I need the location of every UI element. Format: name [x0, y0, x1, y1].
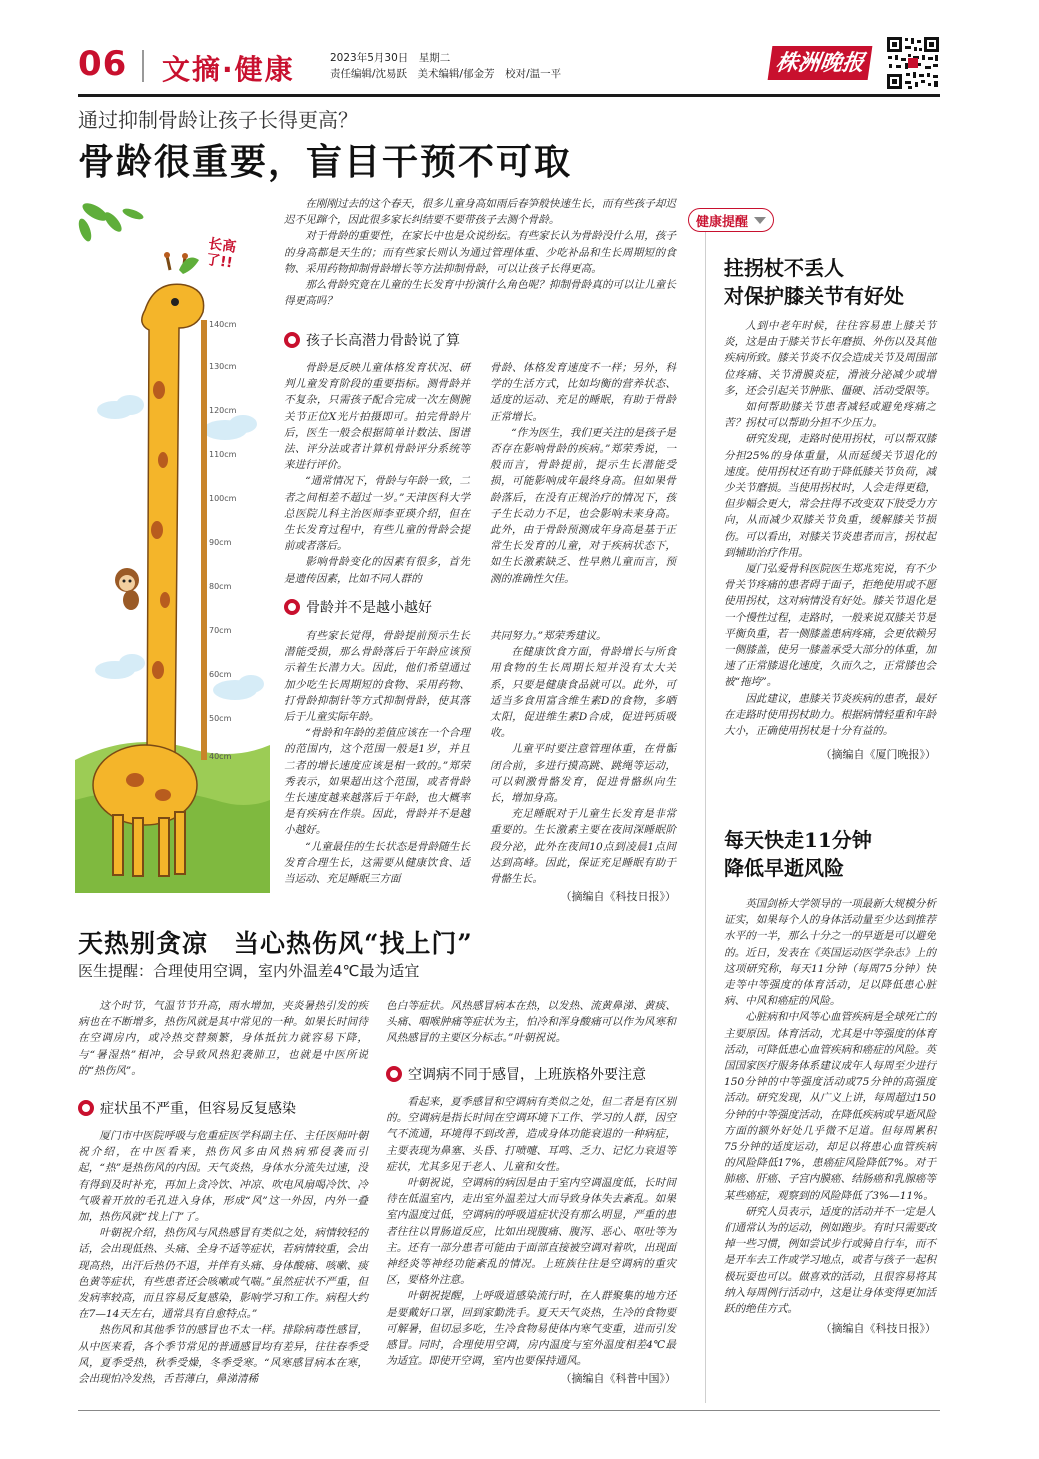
ruler-mark: 100cm	[209, 494, 237, 503]
giraffe-height-chart-illustration	[75, 200, 270, 893]
lead-subhead-1	[284, 330, 460, 350]
paragraph: 如何帮助膝关节患者减轻或避免疼痛之苦？拐杖可以帮助分担不少压力。	[724, 401, 936, 430]
source-credit: （摘编自《厦门晚报》）	[820, 748, 936, 762]
lead-sub2-col2	[490, 628, 676, 905]
sidebar-article-2-body	[724, 896, 936, 1337]
bullet-ring-icon	[386, 1066, 402, 1082]
paragraph: 人到中老年时候，往往容易患上膝关节炎，这是由于膝关节长年磨损、外伤以及其他疾病所致。膝关节炎不仅会造成关节及周围部位疼痛、关节滑膜炎症，滑液分泌减少或增多，还会引起关节肿胀、僵硬、活动受限等。	[724, 320, 936, 397]
second-col2-top	[386, 998, 676, 1047]
paragraph: 心脏病和中风等心血管疾病是全球死亡的主要原因。体育活动，尤其是中等强度的体育活动，可降低患心血管疾病和癌症的风险。英国国家医疗服务体系建议成年人每周至少进行150分钟的中等强度活动或75分钟的高强度活动。研究发现，从广义上讲，每周超过150分钟的中等强度活动，在降低疾病或早逝风险方面的额外好处几乎微不足道。但每周累积75分钟的适度运动，却足以将患心血管疾病的风险降低17%，患癌症风险降低7%。对于肺癌、肝癌、子宫内膜癌、结肠癌和乳腺癌等某些癌症，观察到的风险降低了3%—11%。	[724, 1011, 936, 1202]
title-line: 拄拐杖不丢人	[724, 256, 844, 280]
paragraph: “儿童最佳的生长状态是骨龄随生长发育合理生长，这需要从健康饮食、适当运动、充足睡眠三方面	[284, 840, 470, 886]
header-divider	[142, 50, 144, 82]
editors-credit: 责任编辑/沈易跃 美术编辑/郁金芳 校对/温一平	[330, 68, 562, 80]
paragraph: 因此建议，患膝关节炎疾病的患者，最好在走路时使用拐杖助力。根据病情轻重和年龄大小，正确使用拐杖是十分有益的。	[724, 692, 936, 738]
second-sub1-body	[78, 1128, 368, 1387]
paragraph: “通常情况下，骨龄与年龄一致，二者之间相差不超过一岁。”天津医科大学总医院儿科主治医师李亚瑛介绍，但在生长发育过程中，有些儿童的骨龄会提前或者落后。	[284, 475, 470, 553]
paragraph: 那么骨龄究竟在儿童的生长发育中扮演什么角色呢？抑制骨龄真的可以让儿童长得更高吗？	[284, 279, 676, 308]
ruler-mark: 110cm	[209, 450, 237, 459]
page-number: 06	[78, 44, 128, 84]
paragraph: 厦门市中医院呼吸与危重症医学科副主任、主任医师叶朝祝介绍，在中医看来，热伤风多由风热病邪侵袭而引起，“热”是热伤风的内因。天气炎热，身体水分流失过速，没有得到及时补充，再加上贪冷饮、冲凉、吹电风扇喝冷饮、冷气吸着开放的毛孔进入身体，形成“风”这一外因，内外一叠加，热伤风就“找上门”了。	[78, 1130, 368, 1224]
lead-kicker: 通过抑制骨龄让孩子长得更高？	[78, 108, 358, 132]
second-subhead-2	[386, 1064, 646, 1084]
issue-meta	[330, 50, 561, 82]
second-sub2-body	[386, 1094, 676, 1388]
lead-sub1-col1	[284, 360, 470, 587]
paragraph: 这个时节，气温节节升高，雨水增加，夹炎暑热引发的疾病也在不断增多，热伤风就是其中常见的一种。如果长时间待在空调房内，或冷热交替频繁，身体抵抗力就容易下降，与“暑湿热”相冲，会导致风热犯袭肺卫，也就是中医所说的“热伤风”。	[78, 1000, 368, 1077]
paragraph: 在刚刚过去的这个春天，很多儿童身高如雨后春笋般快速生长，而有些孩子却迟迟不见蹿个，因此很多家长纠结要不要带孩子去测个骨龄。	[284, 198, 676, 227]
height-ruler	[207, 320, 267, 760]
paragraph: 叶朝祝说，空调病的病因是由于室内空调温度低，长时间待在低温室内，走出室外温差过大而导致身体失去紊乱。如果室内温度过低，空调病的呼吸道症状没有那么明显，严重的患者往往以胃肠道反应，比如出现腹痛、腹泻、恶心、呕吐等为主。还有一部分患者可能由于面部直接被空调对着吹，出现面神经炎等神经功能紊乱的情况。上班族往往是空调病的重灾区，要格外注意。	[386, 1177, 676, 1287]
ruler-mark: 70cm	[209, 626, 232, 635]
title-line: 对保护膝关节有好处	[724, 284, 904, 308]
paragraph: 厦门弘爱骨科医院医生郑兆宪说，有不少骨关节疼痛的患者碍于面子，拒绝使用或不愿使用拐杖，这对病情没有好处。膝关节退化是一个慢性过程，走路时，一般来说双膝关节是平衡负重，若一侧膝盖患病疼痛，会更依赖另一侧膝盖，使另一膝盖承受大部分的体重，加速了正常膝退化速度，久而久之，正常膝也会被“拖垮”。	[724, 563, 936, 689]
source-credit: （摘编自《科普中国》）	[560, 1372, 676, 1386]
source-credit: （摘编自《科技日报》）	[560, 890, 676, 904]
sidebar-article-1-title	[724, 254, 904, 310]
second-subhead-1	[78, 1098, 296, 1118]
subhead-text: 骨龄并不是越小越好	[306, 600, 432, 616]
source-credit: （摘编自《科技日报》）	[820, 1322, 936, 1336]
section-title: 文摘·健康	[162, 53, 295, 86]
header-rule	[78, 94, 940, 97]
bullet-ring-icon	[78, 1100, 94, 1116]
paragraph: 研究发现，走路时使用拐杖，可以帮双膝分担25%的身体重量，从而延缓关节退化的速度。使用拐杖还有助于降低膝关节负荷，减少关节磨损。当使用拐杖时，人会走得更稳，但步幅会更大，常会拄得不改变双下肢受力方向，从而减少双膝关节负重，缓解膝关节损伤。可以看出，对膝关节炎患者而言，拐杖起到辅助治疗作用。	[724, 433, 936, 559]
paragraph: 研究人员表示，适度的活动并不一定是人们通常认为的运动，例如跑步。有时只需要改掉一些习惯，例如尝试步行或骑自行车，而不是开车去工作或学习地点，或者与孩子一起积极玩耍也可以。做喜欢的活动，且很容易将其纳入每周例行活动中，这是让身体变得更加活跃的绝佳方式。	[724, 1205, 936, 1316]
paragraph: “骨龄和年龄的差值应该在一个合理的范围内，这个范围一般是1岁，并且二者的增长速度应该是相一致的。”郑荣秀表示，如果超出这个范围，或者骨龄生长速度越来越落后于年龄，也大概率是有疾病在作祟。因此，骨龄并不是越小越好。	[284, 727, 470, 837]
paragraph: 热伤风和其他季节的感冒也不太一样。排除病毒性感冒，从中医来看，各个季节常见的普通感冒均有差异，往往春季受风，夏季受热，秋季受燥，冬季受寒。“风寒感冒病本在寒，会出现怕冷发热，舌苔薄白，鼻涕清稀	[78, 1324, 368, 1386]
subhead-text: 孩子长高潜力骨龄说了算	[306, 333, 460, 349]
paragraph: 对于骨龄的重要性，在家长中也是众说纷纭。有些家长认为骨龄没什么用，孩子的身高都是天生的；而有些家长则认为通过管理体重、少吃补品和生长周期短的食物、采用药物抑制骨龄增长等方法抑制骨龄，可以让孩子长得更高。	[284, 230, 676, 275]
second-intro	[78, 998, 368, 1079]
second-headline: 天热别贪凉 当心热伤风“找上门”	[78, 929, 473, 958]
issue-date: 2023年5月30日 星期二	[330, 52, 451, 64]
paragraph: 叶朝祝提醒，上呼吸道感染流行时，在人群聚集的地方还是要戴好口罩，回到家勤洗手。夏天天气炎热，生冷的食物要可解暑，但切忌多吃，生冷食物易使体内寒气变重，进而引发感冒。同时，合理使用空调，房内温度与室外温度相差4℃最为适宜。即使开空调，室内也要保持通风。	[386, 1290, 676, 1368]
title-line: 每天快走11分钟	[724, 828, 872, 852]
ruler-mark: 40cm	[209, 752, 232, 761]
qr-code-icon[interactable]	[886, 36, 940, 90]
bullet-ring-icon	[284, 599, 300, 615]
subhead-text: 症状虽不严重，但容易反复感染	[100, 1101, 296, 1117]
paragraph: 影响骨龄变化的因素有很多，首先是遗传因素，比如不同人群的	[284, 556, 470, 585]
tag-label: 健康提醒	[695, 214, 748, 230]
ruler-mark: 60cm	[209, 670, 232, 679]
footer-rule	[78, 1410, 940, 1411]
ruler-mark: 130cm	[209, 362, 237, 371]
paragraph: 叶朝祝介绍，热伤风与风热感冒有类似之处，病情较轻的话，会出现低热、头痛、全身不适等症状，若病情较重，会出现高热，出汗后热仍不退，并伴有头痛、身体酸痛、咳嗽、痰色黄等症状，有些患者还会咳嗽或气喘。”虽然症状不严重，但发病率较高，而且容易反复感染，影响学习和工作。病程大约在7—14天左右，通常具有自愈特点。”	[78, 1227, 368, 1321]
paragraph: “作为医生，我们更关注的是孩子是否存在影响骨龄的疾病。”郑荣秀说，一般而言，骨龄提前，提示生长潜能受损，可能影响成年最终身高。但如果骨龄落后，在没有正规治疗的情况下，孩子生长动力不足，也会影响未来身高。此外，由于骨龄预测成年身高是基于正常生长发育的儿童，对于疾病状态下，如生长激素缺乏、性早熟儿童而言，预测的准确性欠佳。	[490, 426, 676, 585]
paragraph: 有些家长觉得，骨龄提前预示生长潜能受损，那么骨龄落后于年龄应该预示着生长潜力大。因此，他们希望通过加少吃生长周期短的食物、采用药物、打骨龄抑制针等方式抑制骨龄，使其落后于儿童实际年龄。	[284, 630, 470, 724]
paragraph: 色白等症状。风热感冒病本在热，以发热、流黄鼻涕、黄痰、头痛、咽喉肿痛等症状为主，怕冷和浑身酸痛可以作为风寒和风热感冒的主要区分标志。”叶朝祝说。	[386, 1000, 676, 1045]
paragraph: 共同努力。”郑荣秀建议。	[490, 630, 607, 642]
paragraph: 在健康饮食方面，骨龄增长与所食用食物的生长周期长短并没有太大关系，只要是健康食品就可以。此外，可适当多食用富含维生素D的食物，多晒太阳，促进维生素D合成，促进钙质吸收。	[490, 646, 676, 740]
sidebar-article-2-title	[724, 826, 872, 882]
ruler-mark: 140cm	[209, 320, 237, 329]
paragraph: 看起来，夏季感冒和空调病有类似之处，但二者是有区别的。空调病是指长时间在空调环境下工作、学习的人群，因空气不流通，环境得不到改善，造成身体功能衰退的一种病症，主要表现为鼻塞、头昏、打喷嚏、耳鸣、乏力、记忆力衰退等症状，尤其多见于老人、儿童和女性。	[386, 1096, 676, 1173]
bullet-ring-icon	[284, 332, 300, 348]
paragraph: 英国剑桥大学领导的一项最新大规模分析证实，如果每个人的身体活动量至少达到推荐水平的一半，那么十分之一的早逝是可以避免的。近日，发表在《英国运动医学杂志》上的这项研究称，每天11分钟（每周75分钟）快走等中等强度的体育活动，足以降低患心脏病、中风和癌症的风险。	[724, 898, 936, 1008]
paragraph: 骨龄、体格发育速度不一样；另外，科学的生活方式，比如均衡的营养状态、适度的运动、充足的睡眠，有助于骨龄正常增长。	[490, 362, 676, 423]
sidebar-article-1-body	[724, 318, 936, 763]
lead-subhead-2	[284, 597, 432, 617]
subhead-text: 空调病不同于感冒，上班族格外要注意	[408, 1067, 646, 1083]
ruler-mark: 50cm	[209, 714, 232, 723]
lead-headline: 骨龄很重要，盲目干预不可取	[78, 142, 573, 183]
ruler-mark: 90cm	[209, 538, 232, 547]
lead-sub1-col2	[490, 360, 676, 587]
title-line: 降低早逝风险	[724, 856, 844, 880]
ruler-mark: 120cm	[209, 406, 237, 415]
masthead	[78, 36, 940, 92]
paragraph: 骨龄是反映儿童体格发育状况、研判儿童发育阶段的重要指标。测骨龄并不复杂，只需孩子配合完成一次左侧腕关节正位X光片拍摄即可。拍完骨龄片后，医生一般会根据简单计数法、图谱法、评分法或者计算机骨龄评分系统等来进行评价。	[284, 362, 470, 472]
lead-intro	[284, 196, 676, 309]
illustration-caption: 长高了!!	[204, 236, 238, 272]
sidebar-divider	[705, 208, 706, 1403]
lead-sub2-col1	[284, 628, 470, 887]
newspaper-logo: 株洲晚报	[768, 46, 873, 80]
triangle-down-icon	[754, 217, 766, 224]
ruler-mark: 80cm	[209, 582, 232, 591]
paragraph: 充足睡眠对于儿童生长发育是非常重要的。生长激素主要在夜间深睡眠阶段分泌，此外在夜间10点到凌晨1点间达到高峰。因此，保证充足睡眠有助于骨骼生长。	[490, 808, 676, 886]
health-tip-tag	[688, 208, 774, 232]
paragraph: 儿童平时要注意管理体重，在骨骺闭合前，多进行摸高跳、跳绳等运动，可以刺激骨骼发育，促进骨骼纵向生长，增加身高。	[490, 743, 676, 805]
second-subheadline: 医生提醒：合理使用空调，室内外温差4℃最为适宜	[78, 962, 420, 980]
